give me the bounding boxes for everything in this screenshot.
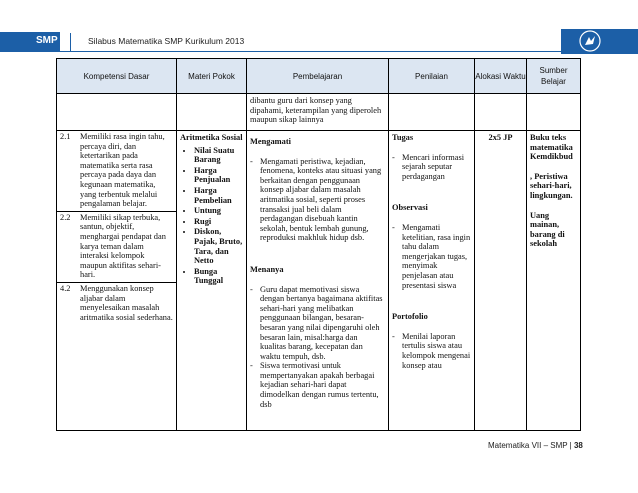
- kompetensi-text: Memiliki rasa ingin tahu, percaya diri, dan ketertarikan pada matematika serta rasa percaya pada daya dan kegunaan matematika, yang terbentuk melalui pengalaman belajar.: [80, 132, 165, 209]
- kompetensi-item: [57, 283, 176, 324]
- kompetensi-item: [57, 212, 176, 283]
- column-header: Materi Pokok: [177, 59, 247, 94]
- list-item: • Rugi: [194, 217, 243, 227]
- sumber-item: , Peristiwa sehari-hari, lingkungan.: [530, 171, 573, 200]
- table-row: [57, 94, 581, 131]
- list-item: • Harga Penjualan: [194, 166, 243, 185]
- tut-wuri-logo-icon: [579, 30, 601, 52]
- column-header: Sumber Belajar: [527, 59, 581, 94]
- kompetensi-text: Menggunakan konsep aljabar dalam menyelesaikan masalah aritmatika sosial sederhana.: [80, 283, 173, 322]
- footer-text: Matematika VII – SMP: [488, 441, 568, 450]
- header-divider: [70, 33, 71, 51]
- list-item: - Mengamati ketelitian, rasa ingin tahu dalam mengerjakan tugas, menyimak penjelasan atau presentasi siswa: [392, 222, 471, 290]
- list-item: • Nilai Suatu Barang: [194, 146, 243, 165]
- column-header: Penilaian: [389, 59, 475, 94]
- column-header: Kompetensi Dasar: [57, 59, 177, 94]
- materi-title: Aritmetika Sosial: [180, 133, 243, 142]
- kompetensi-number: 2.2: [60, 212, 71, 222]
- page-footer: Matematika VII – SMP | 38: [488, 441, 583, 450]
- header-label: SMP: [36, 35, 58, 46]
- table-row: [57, 131, 581, 431]
- alokasi-cell: 2x5 JP: [475, 131, 527, 431]
- list-item: - Mencari informasi sejarah seputar perdagangan: [392, 152, 465, 181]
- list-item: - Menilai laporan tertulis siswa atau kelompok mengenai konsep atau: [392, 331, 471, 370]
- materi-list: [180, 146, 243, 286]
- list-item: • Bunga Tunggal: [194, 267, 243, 286]
- syllabus-table: [56, 58, 581, 431]
- kompetensi-number: 4.2: [60, 283, 71, 293]
- section-heading: Menanya: [250, 264, 284, 274]
- header-rule: [60, 51, 561, 52]
- materi-cell: [177, 131, 247, 431]
- list-item: - Guru dapat memotivasi siswa dengan bertanya bagaimana aktifitas sehari-hari yang melibatkan penggunaan bilangan, besaran-besaran yang nilai dipengaruhi oleh besaran lain, misal:harga dan kualitas barang, kecepatan dan waktu tempuh, dsb.: [250, 284, 383, 361]
- kompetensi-text: Memiliki sikap terbuka, santun, objektif, menghargai pendapat dan karya teman dalam interaksi kelompok maupun aktifitas sehari-hari.: [80, 212, 166, 280]
- section-heading: Mengamati: [250, 137, 291, 146]
- sumber-item: Buku teks matematika Kemdikbud: [530, 133, 573, 162]
- table-header-row: [57, 59, 581, 94]
- penilaian-cell: [389, 131, 475, 431]
- section-heading: Observasi: [392, 203, 428, 213]
- list-item: • Harga Pembelian: [194, 186, 243, 205]
- list-item: • Diskon, Pajak, Bruto, Tara, dan Netto: [194, 227, 243, 265]
- list-item: - Mengamati peristiwa, kejadian, fenomena, konteks atau situasi yang berkaitan dengan penggunaan konsep aljabar dalam masalah aritmatika sosial, seperti proses transaksi jual beli dalam perdagangan disebuah kantin sekolah, bentuk lembah gunung, reproduksi makhluk hidup dsb.: [250, 156, 382, 243]
- continuation-text: dibantu guru dari konsep yang dipahami, keterampilan yang diperoleh maupun sikap lainnya: [247, 94, 389, 131]
- section-heading: Tugas: [392, 133, 414, 142]
- header-title: Silabus Matematika SMP Kurikulum 2013: [88, 36, 245, 46]
- column-header: Alokasi Waktu: [475, 59, 527, 94]
- sumber-item: Uang mainan, barang di sekolah: [530, 210, 565, 249]
- list-item: • Untung: [194, 206, 243, 216]
- kompetensi-number: 2.1: [60, 132, 71, 141]
- list-item: - Siswa termotivasi untuk mempertanyakan apakah berbagai kejadian sehari-hari dapat dimodelkan dengan rumus tertentu, dsb: [250, 361, 379, 409]
- column-header: Pembelajaran: [247, 59, 389, 94]
- sumber-cell: [527, 131, 581, 431]
- section-heading: Portofolio: [392, 312, 428, 322]
- kompetensi-cell: [57, 131, 177, 431]
- kompetensi-item: [57, 131, 176, 212]
- pembelajaran-cell: [247, 131, 389, 431]
- page-number: 38: [573, 441, 583, 450]
